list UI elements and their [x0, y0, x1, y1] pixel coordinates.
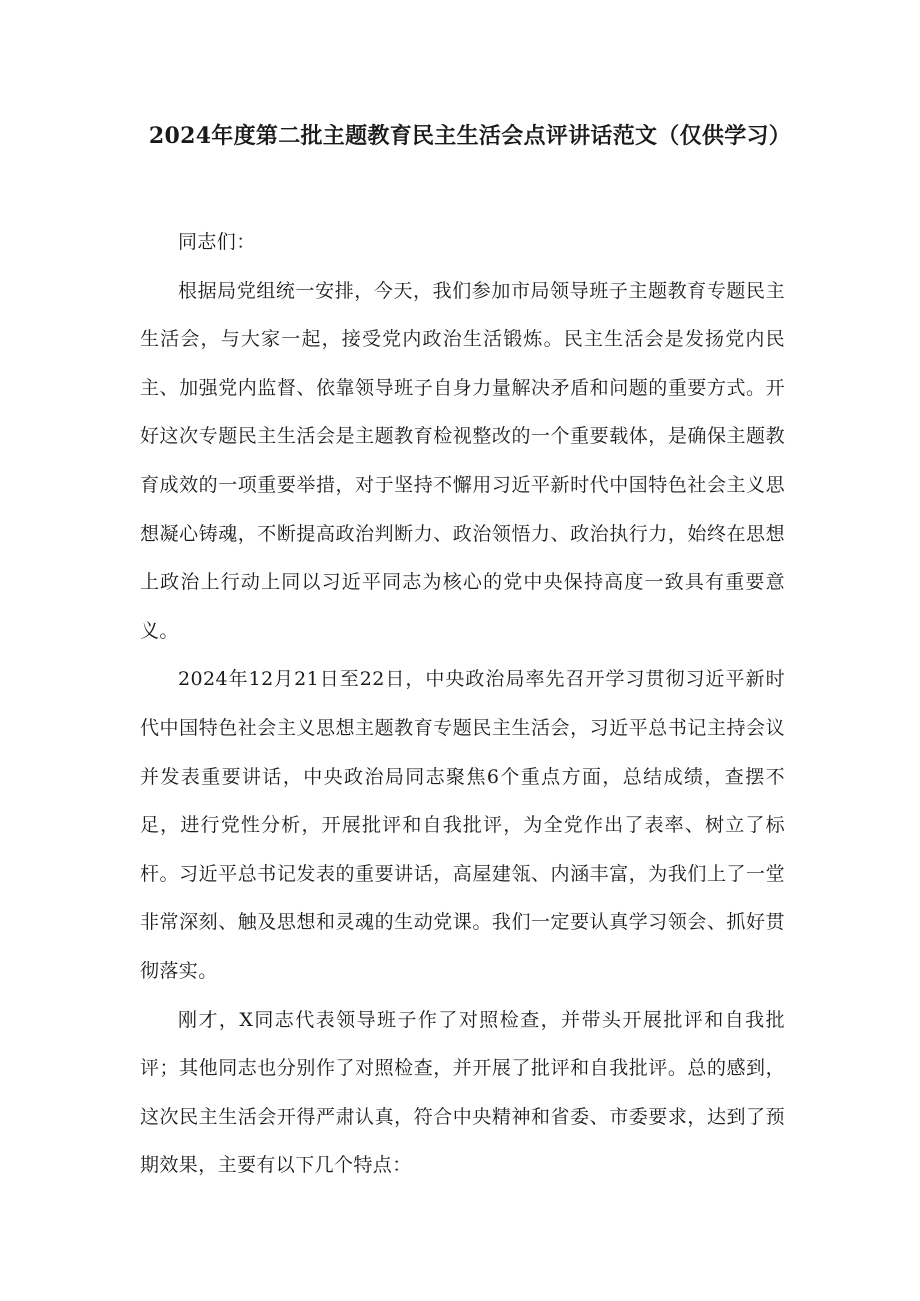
document-body — [140, 218, 785, 1190]
paragraph-1: 根据局党组统一安排，今天，我们参加市局领导班子主题教育专题民主生活会，与大家一起，接受党内政治生活锻炼。民主生活会是发扬党内民主、加强党内监督、依靠领导班子自身力量解决矛盾和问题的重要方式。开好这次专题民主生活会是主题教育检视整改的一个重要载体，是确保主题教育成效的一项重要举措，对于坚持不懈用习近平新时代中国特色社会主义思想凝心铸魂，不断提高政治判断力、政治领悟力、政治执行力，始终在思想上政治上行动上同以习近平同志为核心的党中央保持高度一致具有重要意义。 — [140, 279, 785, 642]
paragraph-salutation: 同志们： — [178, 231, 256, 253]
paragraph-2: 2024年12月21日至22日，中央政治局率先召开学习贯彻习近平新时代中国特色社会主义思想主题教育专题民主生活会，习近平总书记主持会议并发表重要讲话，中央政治局同志聚焦6个重点方面，总结成绩，查摆不足，进行党性分析，开展批评和自我批评，为全党作出了表率、树立了标杆。习近平总书记发表的重要讲话，高屋建瓴、内涵丰富，为我们上了一堂非常深刻、触及思想和灵魂的生动党课。我们一定要认真学习领会、抓好贯彻落实。 — [140, 668, 785, 982]
document-title: 2024年度第二批主题教育民主生活会点评讲话范文（仅供学习） — [148, 123, 792, 149]
paragraph-3: 刚才，X同志代表领导班子作了对照检查，并带头开展批评和自我批评；其他同志也分别作了对照检查，并开展了批评和自我批评。总的感到，这次民主生活会开得严肃认真，符合中央精神和省委、市委要求，达到了预期效果，主要有以下几个特点： — [140, 1008, 785, 1177]
